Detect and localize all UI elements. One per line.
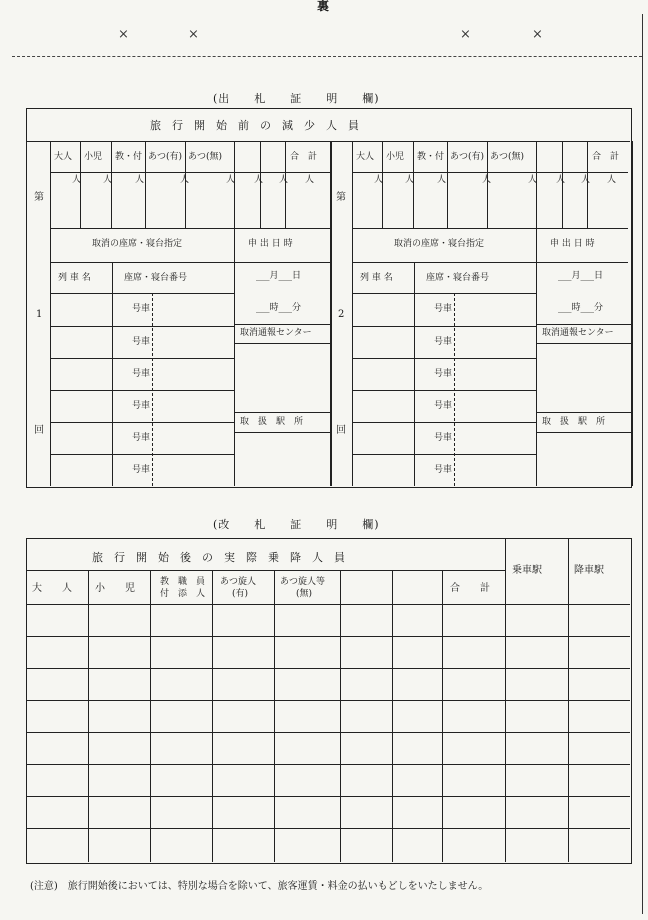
rule [234,324,330,325]
rule [26,828,630,829]
unit-label: 人 [482,175,492,185]
rule [536,228,537,486]
count-col-header: あつ(無) [490,152,525,162]
unit-label: 人 [528,175,538,185]
car-label: 号車 [434,433,453,443]
cross-mark: × [188,27,199,42]
rule [26,570,505,571]
rule [50,172,330,173]
car-label: 号車 [132,304,151,314]
rule [352,228,628,229]
rule [212,570,213,862]
ticket-section-title: (出 札 証 明 欄) [213,92,380,105]
rule [234,412,330,413]
car-label: 号車 [132,465,151,475]
rule [352,262,628,263]
car-label: 号車 [132,337,151,347]
board-station-label: 乗車駅 [512,565,542,576]
perforation-line [12,56,642,57]
block-label-dai: 第 [336,192,346,203]
block-label-dai: 第 [34,192,44,203]
car-label: 号車 [132,401,151,411]
rule [50,141,51,486]
cross-mark: × [460,27,471,42]
count-col-header: 大人 [54,152,73,162]
unit-label: 人 [254,175,264,185]
count-col-header: 教・付 [417,152,445,162]
rule [536,324,632,325]
cancel-label: 取消の座席・寝台指定 [394,239,485,249]
rule [88,570,89,862]
unit-label: 人 [437,175,447,185]
unit-label: 人 [279,175,289,185]
cross-mark: × [532,27,543,42]
back-side-mark: 裏 [316,0,331,13]
station-label: 取 扱 駅 所 [240,417,304,427]
ticket-section-table [26,108,632,488]
rule [26,764,630,765]
col-escort-1: 教 職 員 [160,577,206,587]
rule [234,228,235,486]
gate-section-title: (改 札 証 明 欄) [213,518,380,531]
rule [352,422,536,423]
count-col-header: 合 計 [290,152,318,162]
hour-min: ___時___分 [256,303,302,313]
rule [352,358,536,359]
col-adult: 大 人 [32,583,72,594]
col-escort-2: 付 添 人 [160,589,206,599]
cancel-label: 取消の座席・寝台指定 [92,239,183,249]
car-label: 号車 [434,337,453,347]
col-child: 小 児 [95,583,135,594]
car-label: 号車 [132,369,151,379]
center-label: 取消通報センター [240,328,312,338]
rule [50,293,234,294]
col-atsu-mu-1: あつ旋人等 [280,577,326,587]
rule [145,141,146,228]
unit-label: 人 [135,175,145,185]
month-day: ___月___日 [256,271,302,281]
unit-label: 人 [305,175,315,185]
rule [352,454,536,455]
rule [50,262,330,263]
rule [50,390,234,391]
rule [442,570,443,862]
rule [26,636,630,637]
unit-label: 人 [405,175,415,185]
rule [392,570,393,862]
seat-col: 座席・寝台番号 [124,273,188,283]
col-atsu-yu-1: あつ旋人 [220,577,257,587]
count-col-header: 大人 [356,152,375,162]
car-label: 号車 [434,465,453,475]
count-col-header: 教・付 [115,152,143,162]
block-label-num: 1 [36,309,43,320]
unit-label: 人 [72,175,82,185]
block-label-num: 2 [338,309,345,320]
rule [234,343,330,344]
count-col-header: あつ(無) [188,152,223,162]
actual-header: 旅 行 開 始 後 の 実 際 乗 降 人 員 [92,551,345,564]
rule [26,604,630,605]
rule [352,293,536,294]
car-label: 号車 [434,401,453,411]
rule [447,141,448,228]
rule [632,141,633,486]
alight-station-label: 降車駅 [574,565,604,576]
unit-label: 人 [556,175,566,185]
col-total: 合 計 [450,583,490,594]
train-col: 列 車 名 [360,273,393,283]
block-label-kai: 回 [34,425,44,436]
rule [112,262,113,486]
rule [352,390,536,391]
note-text: (注意) 旅行開始後においては、特別な場合を除いて、旅客運賃・料金の払いもどしをいたしません。 [30,881,489,892]
cross-mark: × [118,27,129,42]
rule [352,326,536,327]
rule [50,326,234,327]
rule [340,570,341,862]
rule [331,141,332,486]
rule [536,412,632,413]
center-label: 取消通報センター [542,328,614,338]
rule [26,141,630,142]
rule [536,432,632,433]
rule [26,796,630,797]
unit-label: 人 [226,175,236,185]
count-col-header: あつ(有) [450,152,485,162]
rule [274,570,275,862]
rule [536,343,632,344]
count-col-header: あつ(有) [148,152,183,162]
car-label: 号車 [132,433,151,443]
rule [26,700,630,701]
hour-min: ___時___分 [558,303,604,313]
unit-label: 人 [607,175,617,185]
rule [414,262,415,486]
apply-label: 申 出 日 時 [550,239,595,249]
reduction-header: 旅 行 開 始 前 の 減 少 人 員 [150,119,359,132]
count-col-header: 合 計 [592,152,620,162]
rule [234,432,330,433]
rule [26,732,630,733]
unit-label: 人 [374,175,384,185]
apply-label: 申 出 日 時 [248,239,293,249]
rule [50,454,234,455]
unit-label: 人 [180,175,190,185]
col-atsu-mu-2: (無) [296,589,313,599]
rule [352,141,353,486]
station-label: 取 扱 駅 所 [542,417,606,427]
count-col-header: 小児 [84,152,103,162]
rule [352,172,628,173]
seat-col: 座席・寝台番号 [426,273,490,283]
col-atsu-yu-2: (有) [232,589,249,599]
rule [150,570,151,862]
train-col: 列 車 名 [58,273,91,283]
rule [26,668,630,669]
month-day: ___月___日 [558,271,604,281]
car-label: 号車 [434,304,453,314]
unit-label: 人 [581,175,591,185]
unit-label: 人 [103,175,113,185]
rule [50,358,234,359]
car-label: 号車 [434,369,453,379]
block-label-kai: 回 [336,425,346,436]
rule [50,228,330,229]
rule [50,422,234,423]
count-col-header: 小児 [386,152,405,162]
